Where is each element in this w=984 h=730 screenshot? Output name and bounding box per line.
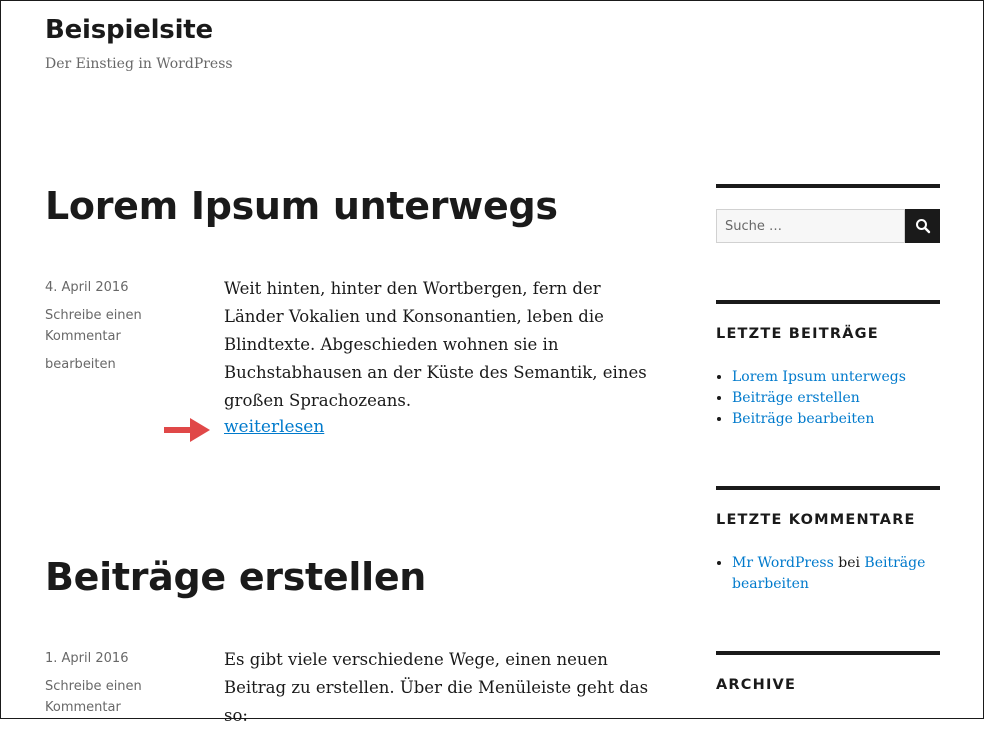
post-meta xyxy=(45,648,185,725)
recent-posts-title: LETZTE BEITRÄGE xyxy=(716,326,879,342)
post-date-link[interactable]: 1. April 2016 xyxy=(45,651,129,666)
recent-post-link[interactable]: Lorem Ipsum unterwegs xyxy=(732,369,906,385)
widget-divider xyxy=(716,184,940,188)
post-content xyxy=(224,275,664,415)
comment-link[interactable]: Schreibe einen Kommentar xyxy=(45,308,142,344)
read-more-link[interactable]: weiterlesen xyxy=(224,417,325,437)
comment-connector: bei xyxy=(838,555,860,571)
post-content xyxy=(224,646,664,730)
recent-posts-list xyxy=(716,367,956,430)
recent-comments-list xyxy=(716,553,956,595)
comment-link[interactable]: Schreibe einen Kommentar xyxy=(45,679,142,715)
post-excerpt: Weit hinten, hinter den Wortbergen, fern der Länder Vokalien und Konsonantien, leben die Blindtexte. Abgeschieden wohnen sie in Buchstabhausen an der Küste des Semantik, eines großen Sprachozeans. xyxy=(224,279,647,410)
search-form xyxy=(716,209,940,243)
post-date-link[interactable]: 4. April 2016 xyxy=(45,280,129,295)
edit-link[interactable]: bearbeiten xyxy=(45,357,116,372)
search-button[interactable] xyxy=(905,209,940,243)
recent-post-link[interactable]: Beiträge bearbeiten xyxy=(732,411,875,427)
site-description: Der Einstieg in WordPress xyxy=(45,56,233,72)
list-item xyxy=(732,367,956,388)
widget-divider xyxy=(716,651,940,655)
recent-post-link[interactable]: Beiträge erstellen xyxy=(732,390,860,406)
search-input[interactable] xyxy=(716,209,905,243)
archive-title: ARCHIVE xyxy=(716,677,797,693)
search-icon xyxy=(915,218,931,234)
arrow-right-icon xyxy=(164,418,210,442)
list-item xyxy=(732,388,956,409)
site-title[interactable]: Beispielsite xyxy=(45,15,213,45)
recent-comments-title: LETZTE KOMMENTARE xyxy=(716,512,916,528)
list-item xyxy=(732,409,956,430)
comment-author-link[interactable]: Mr WordPress xyxy=(732,555,834,571)
post-meta xyxy=(45,277,185,382)
list-item xyxy=(732,553,956,595)
comment-post-link[interactable]: Beiträge bearbeiten xyxy=(732,555,926,592)
post-excerpt: Es gibt viele verschiedene Wege, einen neuen Beitrag zu erstellen. Über die Menüleiste geht das so: xyxy=(224,650,649,725)
widget-divider xyxy=(716,300,940,304)
post-title[interactable]: Lorem Ipsum unterwegs xyxy=(45,184,558,228)
post-title[interactable]: Beiträge erstellen xyxy=(45,555,427,599)
widget-divider xyxy=(716,486,940,490)
